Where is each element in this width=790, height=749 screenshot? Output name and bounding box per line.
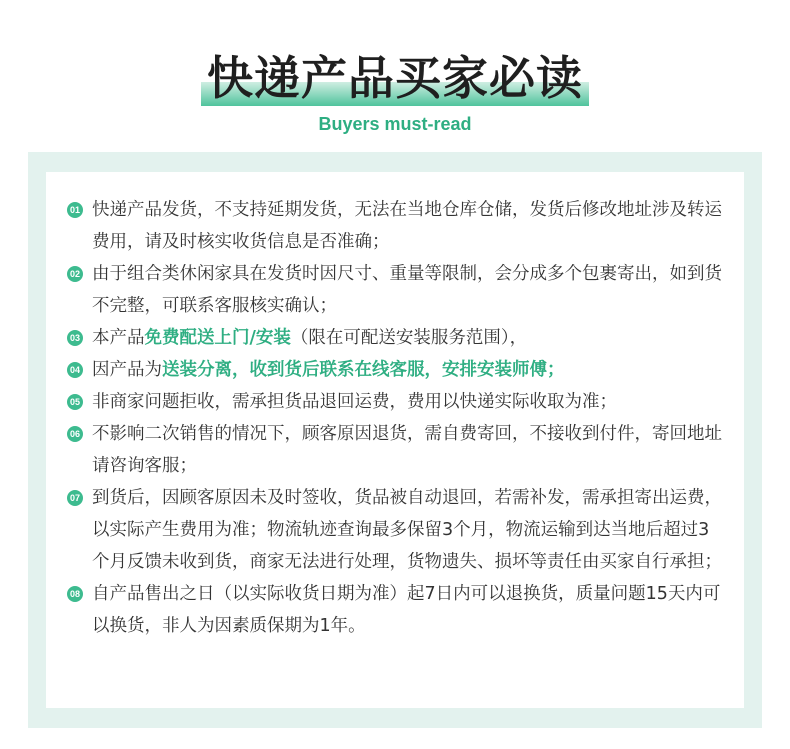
title-block	[0, 48, 790, 108]
notice-text-pre: 本产品	[92, 328, 145, 348]
number-badge-icon: 08	[67, 586, 83, 602]
number-badge-icon: 03	[67, 330, 83, 346]
notice-text: 自产品售出之日（以实际收货日期为准）起7日内可以退换货，质量问题15天内可以换货，非人为因素质保期为1年。	[92, 584, 721, 636]
number-badge-icon: 04	[67, 362, 83, 378]
page-title	[201, 48, 589, 108]
number-badge-icon: 01	[67, 202, 83, 218]
notice-text: 不影响二次销售的情况下，顾客原因退货，需自费寄回，不接收到付件，寄回地址请咨询客服；	[92, 424, 722, 476]
number-badge-icon: 02	[67, 266, 83, 282]
notice-item-8	[46, 578, 744, 642]
notice-item-6	[46, 418, 744, 482]
notice-item-2	[46, 258, 744, 322]
notice-highlight: 免费配送上门/安装	[144, 328, 291, 348]
notice-highlight: 送装分离，收到货后联系在线客服，安排安装师傅；	[162, 360, 565, 380]
notice-text: 非商家问题拒收，需承担货品退回运费，费用以快递实际收取为准；	[92, 392, 617, 412]
number-badge-icon: 05	[67, 394, 83, 410]
notice-text: 由于组合类休闲家具在发货时因尺寸、重量等限制，会分成多个包裹寄出，如到货不完整，可联系客服核实确认；	[92, 264, 722, 316]
notice-text-pre: 因产品为	[92, 360, 162, 380]
notice-text: 快递产品发货，不支持延期发货，无法在当地仓库仓储，发货后修改地址涉及转运费用，请及时核实收货信息是否准确；	[92, 200, 722, 252]
notice-item-4	[46, 354, 744, 386]
notice-text-post: （限在可配送安装服务范围），	[290, 328, 528, 348]
notice-card	[46, 172, 744, 708]
notice-item-7	[46, 482, 744, 578]
notice-list	[46, 194, 744, 642]
number-badge-icon: 06	[67, 426, 83, 442]
number-badge-icon: 07	[67, 490, 83, 506]
notice-item-1	[46, 194, 744, 258]
notice-item-3	[46, 322, 744, 354]
page-subtitle: Buyers must-read	[318, 114, 472, 134]
notice-item-5	[46, 386, 744, 418]
page-title-text: 快递产品买家必读	[207, 51, 583, 105]
notice-text: 到货后，因顾客原因未及时签收，货品被自动退回，若需补发，需承担寄出运费，以实际产生费用为准；物流轨迹查询最多保留3个月，物流运输到达当地后超过3个月反馈未收到货，商家无法进行处理，货物遗失、损坏等责任由买家自行承担；	[92, 488, 722, 572]
